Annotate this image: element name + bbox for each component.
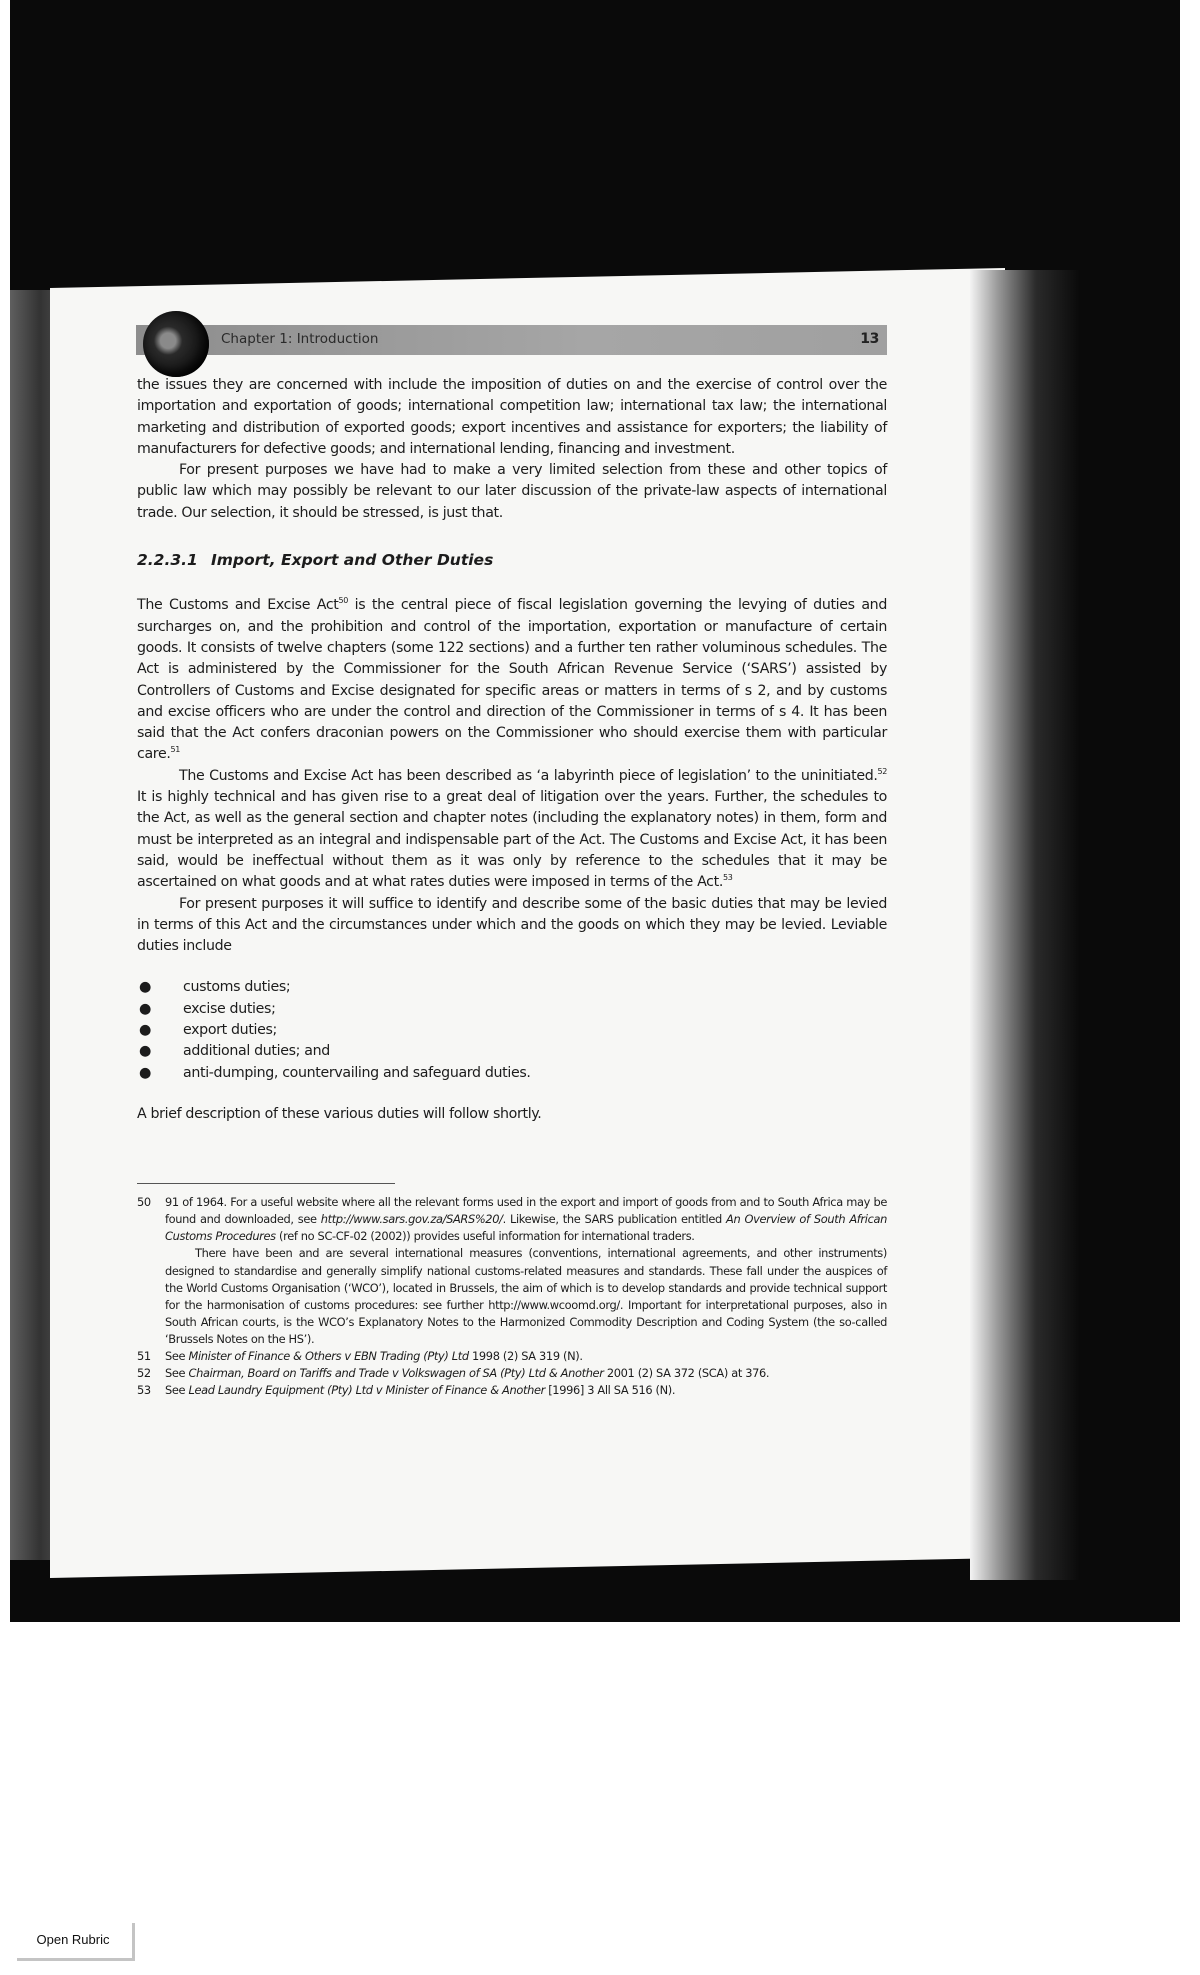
leviable-duties-paragraph: For present purposes it will suffice to identify and describe some of the basic duties that may be levied in terms of this Act and the circumstances under which and the goods on which they may be levied. Leviable duties include (137, 895, 887, 955)
paragraph-text: It is highly technical and has given rise to a great deal of litigation over the years. Further, the schedules to the Act, as well as the general section and chapter notes (including the explanatory notes) in them, form and must be interpreted as an integral and indispensable part of the Act. The Customs and Excise Act, it has been said, would be ineffectual without them as it was only by reference to the schedules that it may be ascertained on what goods and at what rates duties were imposed in terms of the Act. (137, 789, 887, 891)
case-name: Chairman, Board on Tariffs and Trade v Volkswagen of SA (Pty) Ltd & Another (188, 1366, 604, 1381)
book-binding-shadow-right (970, 270, 1080, 1580)
list-item-text: anti-dumping, countervailing and safeguard duties. (183, 1064, 531, 1081)
bullet-icon: ● (139, 1064, 152, 1081)
section-heading (137, 550, 887, 571)
list-item (137, 1041, 887, 1062)
footnote-divider (137, 1183, 395, 1184)
case-name: Lead Laundry Equipment (Pty) Ltd v Minister of Finance & Another (188, 1383, 545, 1398)
footnote-ref[interactable]: 53 (723, 873, 733, 883)
footnote-body (165, 1348, 887, 1365)
case-name: Minister of Finance & Others v EBN Trading (Pty) Ltd (188, 1349, 469, 1364)
footnote-ref[interactable]: 50 (338, 596, 348, 606)
footnote-50 (137, 1194, 887, 1348)
bullet-icon: ● (139, 1022, 152, 1039)
footnote-53 (137, 1382, 887, 1399)
scan-bottom-edge (10, 1582, 1180, 1622)
chapter-title: Chapter 1: Introduction (221, 331, 379, 348)
duties-list (137, 977, 887, 1083)
paragraph-text: The Customs and Excise Act (137, 597, 339, 614)
open-rubric-button[interactable]: Open Rubric (14, 1920, 132, 1958)
closing-sentence: A brief description of these various duties will follow shortly. (137, 1105, 542, 1122)
footnote-text-part: . Likewise, the SARS publication entitled (502, 1212, 727, 1227)
list-item-text: export duties; (183, 1022, 277, 1039)
globe-icon (143, 311, 209, 377)
section-title: Import, Export and Other Duties (211, 551, 494, 570)
footnote-text-part: See (165, 1383, 189, 1398)
footnote-continuation: There have been and are several international measures (conventions, international agreements, and other instruments) designed to standardise and generally simplify national customs-related measures and standards. These fall under the auspices of the World Customs Organisation (‘WCO’), located in Brussels, the aim of which is to develop standards and provide technical support for the harmonisation of customs procedures: see further http://www.wcoomd.org/. Important for interpretational purposes, also in South African courts, is the WCO’s Explanatory Notes to the Harmonized Commodity Description and Coding System (the so-called ‘Brussels Notes on the HS’). (165, 1246, 887, 1346)
labyrinth-paragraph (137, 766, 887, 894)
list-item-text: additional duties; and (183, 1043, 330, 1060)
case-citation: [1996] 3 All SA 516 (N). (544, 1383, 676, 1398)
section-number: 2.2.3.1 (137, 551, 198, 570)
list-item-text: excise duties; (183, 1000, 276, 1017)
footnote-body (165, 1194, 887, 1348)
page-number: 13 (860, 331, 879, 348)
footnote-number: 50 (137, 1195, 151, 1210)
footnote-number: 51 (137, 1349, 151, 1364)
list-item-text: customs duties; (183, 979, 291, 996)
footnote-number: 52 (137, 1366, 151, 1381)
selection-paragraph: For present purposes we have had to make a very limited selection from these and other topics of public law which may possibly be relevant to our later discussion of the private-law aspects of international trade. Our selection, it should be stressed, is just that. (137, 462, 887, 521)
footnote-text-part: See (165, 1366, 189, 1381)
list-item (137, 977, 887, 998)
footnotes (137, 1194, 887, 1399)
footnote-52 (137, 1365, 887, 1382)
list-item (137, 999, 887, 1020)
intro-paragraph: the issues they are concerned with include the imposition of duties on and the exercise of control over the importation and exportation of goods; international competition law; international tax law; the international marketing and distribution of exported goods; export incentives and assistance for exporters; the liability of manufacturers for defective goods; and international lending, financing and investment. (137, 377, 887, 457)
footnote-ref[interactable]: 51 (170, 745, 180, 755)
footnote-body (165, 1365, 887, 1382)
paragraph-text: is the central piece of fiscal legislation governing the levying of duties and surcharges on, and the prohibition and control of the importation, exportation or manufacture of certain goods. It consists of twelve chapters (some 122 sections) and a further ten rather voluminous schedules. The Act is administered by the Commissioner for the South African Revenue Service (‘SARS’) assisted by Controllers of Customs and Excise designated for specific areas or matters in terms of s 2, and by customs and excise officers who are under the control and direction of the Commissioner in terms of s 4. It has been said that the Act confers draconian powers on the Commissioner who should exercise them with particular care. (137, 597, 887, 763)
customs-act-paragraph (137, 595, 887, 765)
footnote-text-part: See (165, 1349, 189, 1364)
bullet-icon: ● (139, 979, 152, 996)
bullet-icon: ● (139, 1000, 152, 1017)
case-citation: 2001 (2) SA 372 (SCA) at 376. (603, 1366, 770, 1381)
footnote-51 (137, 1348, 887, 1365)
bullet-icon: ● (139, 1043, 152, 1060)
sars-url-link[interactable]: http://www.sars.gov.za/SARS%20/ (320, 1212, 503, 1227)
paragraph-text: The Customs and Excise Act has been described as ‘a labyrinth piece of legislation’ to the uninitiated. (179, 767, 878, 784)
page-content (137, 325, 887, 1399)
publication-title: An Overview of South African Customs Procedures (165, 1212, 887, 1244)
footnote-body (165, 1382, 887, 1399)
footnote-number: 53 (137, 1383, 151, 1398)
footnote-ref[interactable]: 52 (877, 766, 887, 776)
footnote-text (165, 1194, 887, 1245)
chapter-header (136, 325, 887, 355)
list-item (137, 1020, 887, 1041)
footnote-text-part: (ref no SC-CF-02 (2002)) provides useful information for international traders. (275, 1229, 695, 1244)
list-item (137, 1063, 887, 1084)
case-citation: 1998 (2) SA 319 (N). (468, 1349, 583, 1364)
footnote-text-part: 91 of 1964. For a useful website where all the relevant forms used in the export and import of goods from and to South Africa may be found and downloaded, see (165, 1195, 887, 1227)
